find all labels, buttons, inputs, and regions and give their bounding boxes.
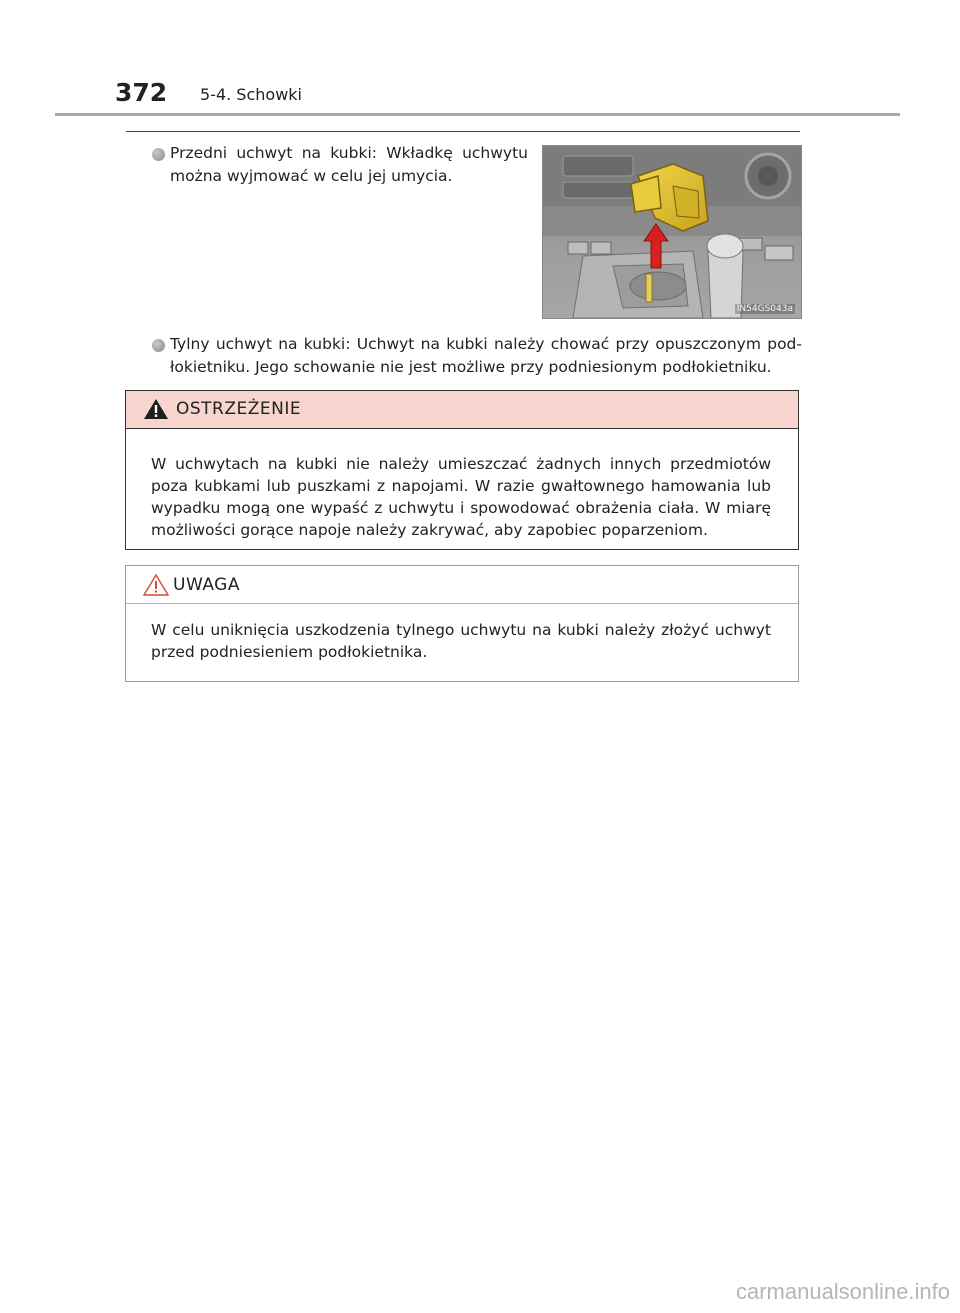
page-number: 372 [115, 78, 168, 107]
notice-body: W celu uniknięcia uszkodzenia tylnego uchwytu na kubki należy złożyć uchwyt przed podniesieniem podłokietnika. [151, 621, 771, 661]
figure-code: IN54GS043a [736, 304, 793, 314]
warning-triangle-filled-icon [143, 398, 169, 420]
cup-holder-illustration [543, 146, 801, 318]
warning-body: W uchwytach na kubki nie należy umieszczać żadnych innych przedmiotów poza kubkami lub puszkami z napojami. W razie gwałtownego hamowania lub wypadku mogą one wypaść z uchwytu i spowodować obrażenia ciała. W miarę możliwości gorące napoje należy zakrywać, aby zapobiec poparzeniom. [151, 455, 771, 539]
header-rule [55, 113, 900, 116]
cup-holder-figure [542, 145, 802, 319]
warning-title: OSTRZEŻENIE [176, 399, 302, 419]
bullet-icon [152, 339, 165, 352]
watermark: carmanualsonline.info [735, 1279, 950, 1304]
notice-title: UWAGA [173, 575, 240, 595]
item-rear-cup-holder: Tylny uchwyt na kubki: Uchwyt na kubki należy chować przy opuszczonym pod-łokietniku. Jego schowanie nie jest możliwe przy podniesionym podłokietniku. [170, 335, 802, 376]
warning-box [125, 390, 799, 550]
section-title: 5-4. Schowki [200, 85, 302, 104]
item-front-cup-holder: Przedni uchwyt na kubki: Wkładkę uchwytu można wyjmować w celu jej umycia. [170, 144, 528, 185]
notice-box [125, 565, 799, 682]
caution-triangle-outline-icon [143, 573, 169, 597]
content-top-rule [126, 131, 800, 132]
warning-header [126, 391, 798, 429]
bullet-icon [152, 148, 165, 161]
notice-header [126, 566, 798, 604]
